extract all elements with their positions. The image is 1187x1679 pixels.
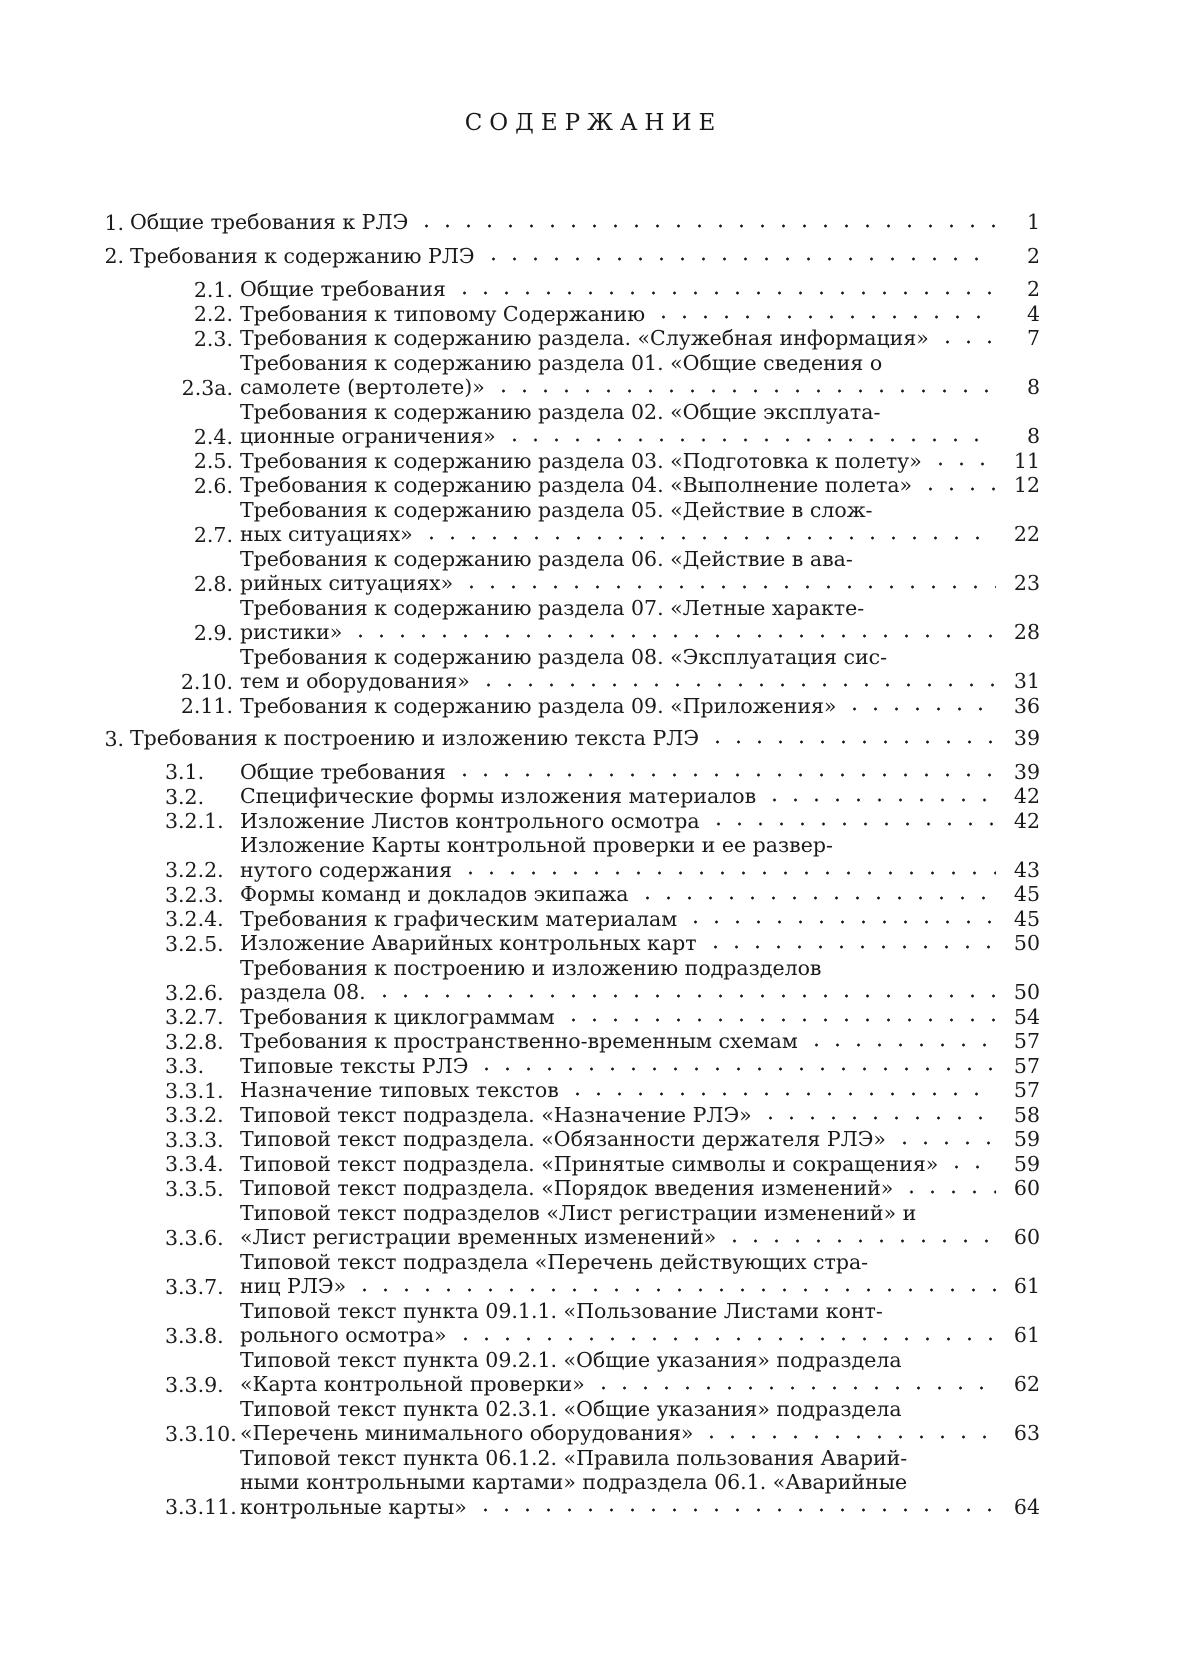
toc-entry-text: Общие требования к РЛЭ	[130, 210, 409, 234]
toc-entry-number: 2.10.	[180, 669, 233, 694]
toc-entry-title	[240, 1029, 1000, 1054]
toc-entry-title	[240, 326, 1000, 351]
toc-entry	[100, 547, 1040, 596]
toc-entry-number: 3.3.8.	[165, 1323, 224, 1348]
toc-entry-text: Требования к содержанию раздела 08. «Эксплуатация сис-	[240, 644, 888, 669]
toc-entry-text: рольного осмотра»	[240, 1323, 447, 1347]
toc-entry-line	[240, 1201, 1000, 1226]
toc-entry-title	[240, 1299, 1000, 1348]
toc-entry-number: 3.2.3.	[165, 882, 224, 907]
toc-entry-line	[240, 1348, 1000, 1373]
toc-entry-text: «Карта контрольной проверки»	[240, 1372, 585, 1396]
toc-entry-text: ных ситуациях»	[240, 522, 413, 546]
toc-entry-text: Типовой текст пункта 09.2.1. «Общие указания» подраздела	[240, 1347, 902, 1372]
toc-entry-page: 7	[1026, 326, 1040, 350]
toc-entry-line	[240, 1421, 1000, 1446]
toc-entry-number: 2.11.	[180, 694, 233, 718]
toc-entry-line	[240, 351, 1000, 376]
toc-entry-line	[240, 1323, 1000, 1348]
toc-entry-text: Требования к содержанию раздела 01. «Общие сведения о	[240, 350, 883, 375]
toc-entry	[100, 498, 1040, 547]
toc-entry-text: Типовой текст подраздела «Перечень действующих стра-	[240, 1249, 869, 1274]
toc-entry-number: 3.2.	[165, 784, 205, 809]
toc-entry	[100, 210, 1040, 235]
toc-entry-title	[240, 1127, 1000, 1152]
toc-entry-text: Требования к построению и изложению подразделов	[240, 955, 822, 980]
toc-entry-title	[240, 1005, 1000, 1030]
toc-entry-page: 45	[1013, 906, 1040, 931]
toc-entry-title	[240, 302, 1000, 327]
toc-entry-page: 43	[1013, 857, 1040, 882]
toc-entry-line	[240, 645, 1000, 670]
toc-entry-page: 22	[1013, 522, 1040, 546]
toc-entry-line	[240, 1225, 1000, 1250]
toc-entry-line	[130, 726, 1000, 751]
toc-entry-number: 3.2.5.	[165, 931, 224, 956]
toc-entry-line	[240, 669, 1000, 694]
toc-entry-text: Изложение Карты контрольной проверки и ее развер-	[240, 833, 833, 857]
toc-entry-number: 3.2.4.	[165, 907, 224, 931]
toc-entry	[100, 1446, 1040, 1520]
toc-entry-text: Требования к циклограммам	[240, 1004, 555, 1029]
toc-entry	[100, 277, 1040, 302]
toc-entry-title	[240, 1348, 1000, 1397]
toc-entry-line	[240, 931, 1000, 956]
toc-entry-text: «Лист регистрации временных изменений»	[240, 1225, 717, 1249]
toc-entry-text: Требования к построению и изложению текста РЛЭ	[130, 726, 700, 750]
toc-entry-page: 62	[1013, 1372, 1040, 1396]
toc-entry-number: 2.4.	[193, 424, 233, 449]
toc-entry-text: Требования к содержанию раздела 09. «Приложения»	[240, 693, 837, 718]
toc-entry-page: 50	[1013, 931, 1040, 955]
toc-entry-line	[240, 1176, 1000, 1201]
toc-entry-line	[240, 833, 1000, 858]
toc-entry-line	[130, 244, 1000, 269]
toc-entry-text: нутого содержания	[240, 857, 453, 882]
toc-entry-text: Типовой текст пункта 06.1.2. «Правила пользования Аварий-	[240, 1445, 908, 1470]
toc-entry-number: 3.3.2.	[165, 1103, 224, 1127]
toc-entry-line	[240, 522, 1000, 547]
toc-entry-title	[240, 1397, 1000, 1446]
toc-entry-line	[240, 809, 1000, 834]
toc-entry-page: 45	[1013, 882, 1040, 906]
toc-entry-title	[240, 809, 1000, 834]
toc-entry-title	[240, 473, 1000, 498]
toc-entry-page: 57	[1013, 1078, 1040, 1102]
toc-entry-number: 2.9.	[193, 620, 233, 645]
toc-entry	[100, 956, 1040, 1005]
toc-entry-page: 42	[1013, 784, 1040, 808]
toc-entry-text: Специфические формы изложения материалов	[240, 784, 757, 808]
toc-entry-line	[240, 1446, 1000, 1471]
toc-entry-page: 23	[1013, 571, 1040, 595]
toc-entry-title	[130, 210, 1000, 235]
toc-entry	[100, 1029, 1040, 1054]
toc-entry-line	[240, 1054, 1000, 1079]
toc-entry-number: 3.2.6.	[165, 980, 224, 1005]
toc-entry-text: Изложение Аварийных контрольных карт	[240, 931, 697, 955]
toc-entry-title	[240, 1201, 1000, 1250]
toc-entry-page: 59	[1013, 1127, 1040, 1151]
toc-entry-page: 1	[1026, 210, 1040, 234]
page-title: СОДЕРЖАНИЕ	[464, 110, 723, 136]
toc-entry-number: 3.2.8.	[165, 1029, 224, 1054]
toc-entry-page: 31	[1013, 669, 1040, 693]
toc-entry-text: Требования к пространственно-временным схемам	[240, 1029, 798, 1053]
toc-entry-page: 11	[1013, 448, 1040, 473]
toc-entry	[100, 760, 1040, 785]
toc-entry-title	[240, 1250, 1000, 1299]
toc-entry-number: 3.3.6.	[165, 1225, 224, 1250]
toc-entry-title	[240, 498, 1000, 547]
toc-entry-line	[240, 1103, 1000, 1128]
toc-entry-text: Общие требования	[240, 277, 446, 301]
toc-entry-line	[240, 1078, 1000, 1103]
toc-entry-number: 3.3.10.	[165, 1421, 237, 1446]
toc-entry	[100, 1127, 1040, 1152]
toc-entry-line	[240, 302, 1000, 327]
toc-entry-title	[240, 596, 1000, 645]
toc-entry-text: Типовые тексты РЛЭ	[240, 1053, 469, 1078]
toc-entry-line	[240, 694, 1000, 719]
toc-entry-text: Требования к содержанию раздела 05. «Действие в слож-	[240, 497, 873, 522]
toc-entry-text: Требования к содержанию раздела 03. «Подготовка к полету»	[240, 448, 922, 473]
toc-entry	[100, 1078, 1040, 1103]
toc-entry	[100, 833, 1040, 882]
toc-entry-line	[240, 1470, 1000, 1495]
toc-entry-text: Требования к содержанию раздела. «Служебная информация»	[240, 326, 929, 350]
toc-entry	[100, 1103, 1040, 1128]
toc-entry-number: 2.	[104, 244, 124, 268]
toc-entry-title	[240, 277, 1000, 302]
toc-entry-text: раздела 08.	[240, 980, 366, 1004]
toc-entry-page: 60	[1013, 1225, 1040, 1249]
toc-entry-line	[240, 400, 1000, 425]
toc-entry-title	[240, 694, 1000, 719]
toc-entry-line	[240, 1299, 1000, 1324]
toc-entry	[100, 1397, 1040, 1446]
toc-entry-number: 2.2.	[193, 302, 233, 326]
toc-entry-text: рийных ситуациях»	[240, 571, 454, 595]
toc-entry-line	[240, 1397, 1000, 1422]
toc-entry-number: 3.2.7.	[165, 1005, 224, 1029]
toc-entry-page: 63	[1013, 1421, 1040, 1445]
toc-entry-text: Требования к содержанию раздела 04. «Выполнение полета»	[240, 473, 913, 497]
toc-entry-line	[240, 907, 1000, 932]
toc-entry	[100, 784, 1040, 809]
toc-entry-text: Типовой текст подразделов «Лист регистрации изменений» и	[240, 1200, 917, 1225]
toc-entry-line	[240, 1127, 1000, 1152]
toc-entry-number: 3.3.9.	[165, 1372, 224, 1397]
toc-entry-title	[240, 833, 1000, 882]
toc-entry-text: самолете (вертолете)»	[240, 375, 485, 399]
toc-entry-text: контрольные карты»	[240, 1494, 467, 1519]
toc-entry-line	[240, 784, 1000, 809]
toc-entry-title	[240, 907, 1000, 932]
toc-entry-page: 28	[1013, 620, 1040, 644]
toc-entry-text: Типовой текст подраздела. «Обязанности держателя РЛЭ»	[240, 1127, 886, 1151]
toc-entry-title	[240, 1054, 1000, 1079]
toc-entry-page: 39	[1013, 726, 1040, 750]
toc-entry-page: 4	[1026, 301, 1040, 326]
toc-entry-page: 61	[1013, 1323, 1040, 1347]
toc-entry-text: Общие требования	[240, 759, 446, 784]
toc-entry-title	[130, 726, 1000, 751]
toc-entry-text: «Перечень минимального оборудования»	[240, 1421, 694, 1445]
toc-entry	[100, 400, 1040, 449]
toc-entry-title	[240, 645, 1000, 694]
toc-entry-page: 36	[1013, 693, 1040, 718]
toc-entry	[100, 1176, 1040, 1201]
toc-entry-text: Изложение Листов контрольного осмотра	[240, 808, 700, 833]
toc-entry	[100, 1005, 1040, 1030]
toc-entry-page: 59	[1013, 1151, 1040, 1176]
toc-entry	[100, 1299, 1040, 1348]
toc-entry-number: 1.	[104, 210, 124, 235]
toc-entry-line	[240, 498, 1000, 523]
toc-entry	[100, 809, 1040, 834]
toc-entry-title	[240, 1103, 1000, 1128]
toc-entry-number: 3.	[104, 726, 124, 751]
toc-entry	[100, 1054, 1040, 1079]
toc-entry	[100, 473, 1040, 498]
toc-entry-page: 8	[1026, 424, 1040, 448]
toc-entry-line	[240, 571, 1000, 596]
toc-entry	[100, 1348, 1040, 1397]
toc-entry-title	[240, 1078, 1000, 1103]
toc-entry	[100, 326, 1040, 351]
toc-entry-line	[240, 1372, 1000, 1397]
toc-entry-line	[240, 596, 1000, 621]
toc-entry-text: Формы команд и докладов экипажа	[240, 882, 629, 906]
toc-entry-number: 2.3.	[193, 326, 233, 351]
toc-entry-page: 57	[1013, 1053, 1040, 1078]
toc-entry-number: 3.3.1.	[165, 1078, 224, 1103]
toc-entry-text: Требования к типовому Содержанию	[240, 301, 646, 326]
toc-entry-title	[240, 1152, 1000, 1177]
toc-entry-title	[240, 449, 1000, 474]
toc-entry-title	[240, 400, 1000, 449]
toc-entry-line	[240, 620, 1000, 645]
toc-entry-number: 2.5.	[193, 449, 233, 473]
toc-entry-number: 3.2.1.	[165, 809, 224, 833]
toc-entry-page: 61	[1013, 1274, 1040, 1298]
toc-entry	[100, 1152, 1040, 1177]
toc-entry	[100, 694, 1040, 719]
toc-entry-line	[240, 1005, 1000, 1030]
toc-entry-title	[240, 1446, 1000, 1520]
toc-entry-text: ционные ограничения»	[240, 424, 496, 448]
toc-entry-line	[240, 1029, 1000, 1054]
toc-entry	[100, 882, 1040, 907]
toc-entry-title	[240, 760, 1000, 785]
toc-entry-title	[130, 244, 1000, 269]
toc-entry-title	[240, 547, 1000, 596]
toc-entry	[100, 244, 1040, 269]
toc-entry-page: 8	[1026, 375, 1040, 399]
toc-entry-text: Требования к содержанию раздела 06. «Действие в ава-	[240, 546, 853, 571]
toc-entry-number: 2.1.	[193, 277, 233, 302]
toc-entry-number: 2.8.	[193, 571, 233, 596]
toc-entry-page: 60	[1013, 1176, 1040, 1200]
toc-entry-page: 58	[1013, 1102, 1040, 1127]
toc-entry	[100, 645, 1040, 694]
toc-entry-line	[240, 424, 1000, 449]
toc-entry-text: Типовой текст подраздела. «Принятые символы и сокращения»	[240, 1151, 939, 1176]
toc-entry	[100, 1250, 1040, 1299]
toc-entry	[100, 931, 1040, 956]
toc-entry-page: 54	[1013, 1004, 1040, 1029]
toc-entry-line	[130, 210, 1000, 235]
toc-entry-line	[240, 449, 1000, 474]
toc-entry-number: 3.3.	[165, 1054, 205, 1078]
toc-entry-text: Типовой текст пункта 09.1.1. «Пользование Листами конт-	[240, 1298, 883, 1323]
toc-entry	[100, 302, 1040, 327]
toc-entry-text: Типовой текст подраздела. «Порядок введения изменений»	[240, 1176, 894, 1200]
toc-entry-text: Требования к содержанию РЛЭ	[130, 243, 475, 268]
toc-entry-line	[240, 375, 1000, 400]
toc-entry-page: 42	[1013, 808, 1040, 833]
toc-entry-text: ниц РЛЭ»	[240, 1274, 347, 1298]
table-of-contents	[100, 210, 1040, 1519]
toc-entry-line	[240, 1495, 1000, 1520]
toc-entry-text: Типовой текст пункта 02.3.1. «Общие указания» подраздела	[240, 1396, 902, 1421]
toc-entry-line	[240, 473, 1000, 498]
toc-entry-number: 3.2.2.	[165, 858, 224, 882]
toc-entry-line	[240, 1274, 1000, 1299]
toc-entry	[100, 596, 1040, 645]
toc-entry-line	[240, 1250, 1000, 1275]
toc-entry-page: 50	[1013, 980, 1040, 1004]
toc-entry-number: 2.6.	[193, 473, 233, 498]
toc-entry	[100, 1201, 1040, 1250]
toc-entry-line	[240, 882, 1000, 907]
toc-entry-text: ными контрольными картами» подраздела 06.1. «Аварийные	[240, 1470, 908, 1494]
toc-entry	[100, 726, 1040, 751]
toc-entry-line	[240, 326, 1000, 351]
toc-entry	[100, 351, 1040, 400]
toc-entry-text: тем и оборудования»	[240, 669, 470, 693]
toc-entry-number: 2.7.	[193, 522, 233, 547]
toc-entry	[100, 449, 1040, 474]
toc-entry-line	[240, 980, 1000, 1005]
toc-entry-page: 64	[1013, 1494, 1040, 1519]
toc-entry-title	[240, 1176, 1000, 1201]
toc-entry-number: 3.3.5.	[165, 1176, 224, 1201]
toc-entry-text: ристики»	[240, 620, 343, 644]
toc-entry-text: Требования к графическим материалам	[240, 906, 678, 931]
toc-entry-text: Типовой текст подраздела. «Назначение РЛЭ»	[240, 1102, 752, 1127]
toc-entry-line	[240, 956, 1000, 981]
toc-entry-page: 57	[1013, 1029, 1040, 1053]
toc-entry-line	[240, 277, 1000, 302]
toc-entry-text: Требования к содержанию раздела 02. «Общие эксплуата-	[240, 399, 881, 424]
toc-entry-line	[240, 547, 1000, 572]
toc-entry-page: 39	[1013, 759, 1040, 784]
toc-entry-number: 3.3.3.	[165, 1127, 224, 1152]
toc-entry-number: 3.3.4.	[165, 1152, 224, 1176]
toc-entry-number: 3.3.7.	[165, 1274, 224, 1299]
toc-entry-page: 12	[1013, 473, 1040, 497]
toc-entry-number: 2.3а.	[181, 375, 233, 400]
toc-entry-title	[240, 784, 1000, 809]
toc-entry-line	[240, 858, 1000, 883]
toc-entry-text: Назначение типовых текстов	[240, 1078, 559, 1102]
toc-entry-title	[240, 956, 1000, 1005]
toc-entry	[100, 907, 1040, 932]
toc-entry-line	[240, 760, 1000, 785]
toc-entry-number: 3.1.	[165, 760, 205, 784]
toc-entry-title	[240, 931, 1000, 956]
toc-entry-title	[240, 351, 1000, 400]
toc-entry-page: 2	[1026, 243, 1040, 268]
toc-entry-line	[240, 1152, 1000, 1177]
toc-entry-text: Требования к содержанию раздела 07. «Летные характе-	[240, 595, 865, 620]
toc-entry-page: 2	[1026, 277, 1040, 301]
toc-entry-title	[240, 882, 1000, 907]
toc-entry-number: 3.3.11.	[165, 1495, 237, 1519]
